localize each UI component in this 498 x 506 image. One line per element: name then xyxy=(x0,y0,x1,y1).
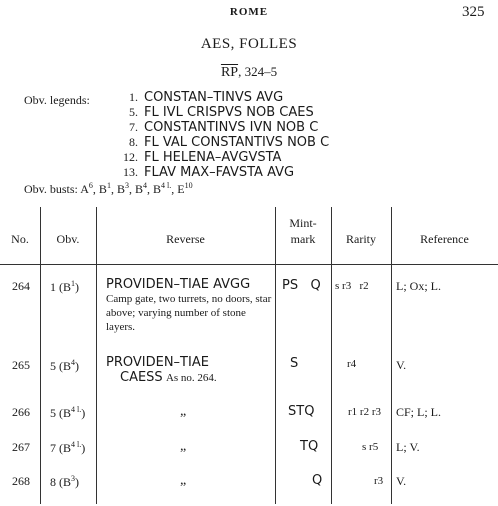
reverse-description: As no. 264. xyxy=(165,372,217,384)
header-rule xyxy=(0,264,498,265)
table-row-reference: CF; L; L. xyxy=(396,405,442,419)
table-row-no: 268 xyxy=(12,474,30,488)
table-row-no: 267 xyxy=(12,440,30,454)
table-row-reference: L; V. xyxy=(396,440,420,454)
table-row-rarity: r3 xyxy=(374,475,384,487)
reverse-legend: PROVIDEN–TIAE xyxy=(106,355,209,370)
column-divider xyxy=(391,207,392,504)
header-reverse: Reverse xyxy=(166,232,205,246)
page-number: 325 xyxy=(462,4,485,20)
table-row-mintmark: PS Q xyxy=(282,278,321,293)
table-row-rarity: r1 r2 r3 xyxy=(348,406,381,418)
obverse-legend-item: 7. CONSTANTINVS IVN NOB C xyxy=(129,120,319,135)
table-row-obv: 8 $(B^3)$ xyxy=(50,474,80,489)
table-row-reference: V. xyxy=(396,358,407,372)
table-row-rarity: s r5 xyxy=(362,441,379,453)
section-subtitle: AES, FOLLES xyxy=(200,36,298,52)
header-rarity: Rarity xyxy=(346,232,376,246)
column-divider xyxy=(331,207,332,504)
header-no: No. xyxy=(11,232,29,246)
table-row-mintmark: Q xyxy=(312,473,323,488)
table-row-mintmark: STQ xyxy=(288,404,315,419)
obverse-legend-item: 8. FL VAL CONSTANTIVS NOB C xyxy=(129,135,330,150)
mint-mark-dates: , 324–5 xyxy=(238,64,278,79)
mint-mark-symbol: $\overline{RP}$ xyxy=(220,65,239,80)
obverse-legend-item: 12. FL HELENA–AVGVSTA xyxy=(123,150,282,165)
table-row-no: 264 xyxy=(12,279,30,293)
table-row-mintmark: TQ xyxy=(300,439,319,454)
header-reference: Reference xyxy=(420,232,469,246)
running-title: ROME xyxy=(229,6,269,18)
table-row-reverse xyxy=(106,356,274,385)
table-row-no: 266 xyxy=(12,405,30,419)
reverse-legend-cont: CAESS xyxy=(120,370,163,385)
table-row-obv: 1 $(B^1)$ xyxy=(50,279,80,294)
mint-mark-heading xyxy=(0,64,498,81)
obverse-busts-label: Obv. busts: xyxy=(24,182,78,196)
column-divider xyxy=(40,207,41,504)
table-row-obv: 5 $(B^4)$ xyxy=(50,358,80,373)
table-row-rarity: r4 xyxy=(347,358,357,370)
table-row-reference: L; Ox; L. xyxy=(396,279,441,293)
header-mintmark-2: mark xyxy=(290,232,316,246)
obverse-legend-item: 1. CONSTAN–TINVS AVG xyxy=(129,90,284,105)
table-row-no: 265 xyxy=(12,358,30,372)
table-row-reverse-ditto: „ xyxy=(180,439,187,454)
table-row-obv: 7 $(B^{4 l.})$ xyxy=(50,440,86,455)
table-row-reverse-ditto: „ xyxy=(180,404,187,419)
reverse-description: Camp gate, two turrets, no doors, star above; varying number of stone layers. xyxy=(106,293,272,333)
obverse-legend-item: 5. FL IVL CRISPVS NOB CAES xyxy=(129,105,314,120)
table-row-obv: 5 $(B^{4 l.})$ xyxy=(50,405,86,420)
table-row-reference: V. xyxy=(396,474,407,488)
obverse-legend-item: 13. FLAV MAX–FAVSTA AVG xyxy=(123,165,295,180)
column-divider xyxy=(96,207,97,504)
obverse-legends-label: Obv. legends: xyxy=(24,93,90,107)
header-obv: Obv. xyxy=(56,232,80,246)
table-row-reverse-ditto: „ xyxy=(180,473,187,488)
obverse-busts-line: Obv. busts: $A^6$, $B^1$, $B^3$, $B^4$, $B^{4 l.}$, $E^{10}$ xyxy=(24,181,193,196)
table-row-rarity: s r3 r2 xyxy=(335,280,369,292)
table-row-reverse xyxy=(106,278,274,334)
header-mintmark-1: Mint- xyxy=(289,216,317,230)
reverse-legend: PROVIDEN–TIAE AVGG xyxy=(106,277,251,292)
column-divider xyxy=(275,207,276,504)
table-row-mintmark: S xyxy=(290,356,299,371)
